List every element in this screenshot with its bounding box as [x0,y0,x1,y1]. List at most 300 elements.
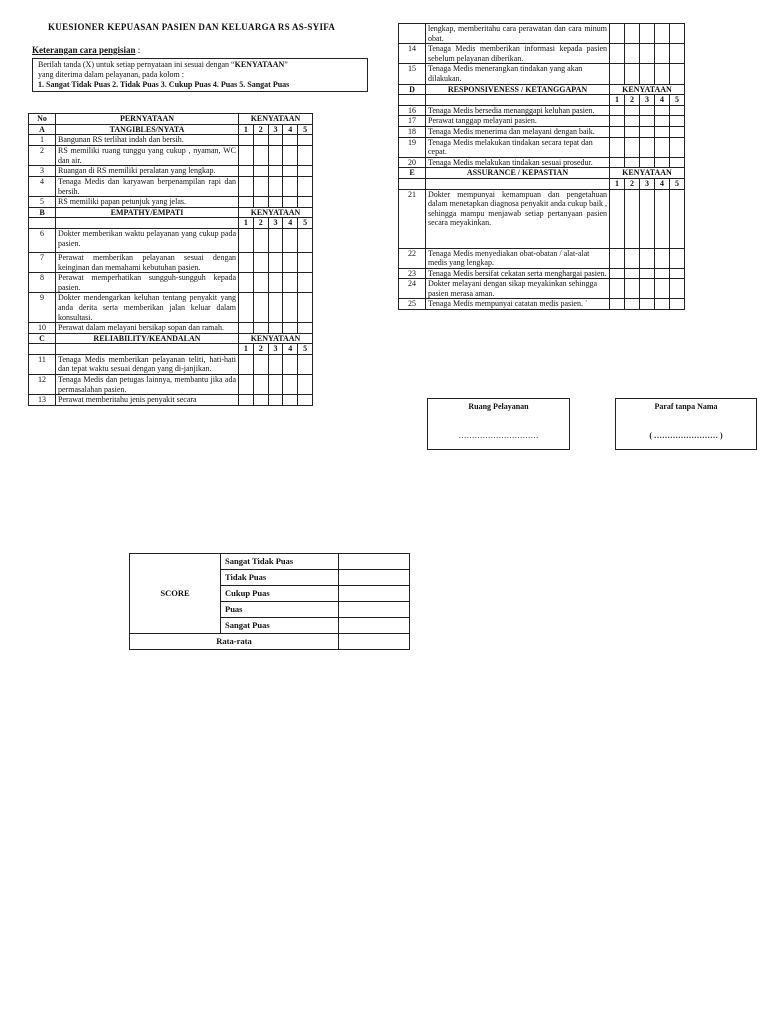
question-row [399,279,685,299]
question-text: Tenaga Medis bersedia menanggapi keluhan pasien. [426,105,610,116]
answer-cell-1[interactable] [610,137,625,157]
answer-cell-3[interactable] [640,189,655,248]
answer-cell-5[interactable] [670,157,685,168]
scale-2: 2 [625,178,640,189]
answer-cell-5[interactable] [298,354,313,374]
answer-cell-1[interactable] [610,44,625,64]
question-no: 4 [29,176,56,196]
question-text: Perawat memberikan pelayanan sesuai dengan keinginan dan memahami kebutuhan pasien. [56,252,239,272]
answer-cell-3[interactable] [640,268,655,279]
question-text: Tenaga Medis menerangkan tindakan yang akan dilakukan. [426,64,610,84]
answer-cell-2[interactable] [253,135,268,146]
instructions-line-2: yang diterima dalam pelayanan, pada kolom : [38,69,184,79]
question-text: Perawat memberitahu jenis penyakit secara [56,395,239,406]
answer-cell-2[interactable] [253,197,268,208]
question-text: Tenaga Medis bersifat cekatan serta menghargai pasien. [426,268,610,279]
empty-cell [399,178,426,189]
answer-cell-3[interactable] [640,116,655,127]
answer-cell-3[interactable] [640,105,655,116]
empty-cell [29,344,56,355]
answer-cell-2[interactable] [253,293,268,323]
answer-cell-1[interactable] [610,116,625,127]
question-no: 13 [29,395,56,406]
section-header-row [399,84,685,95]
question-no: 10 [29,323,56,334]
answer-cell-2[interactable] [625,126,640,137]
question-row [29,354,313,374]
answer-cell-3[interactable] [640,24,655,44]
answer-cell-1[interactable] [239,323,254,334]
section-title: TANGIBLES/NYATA [56,124,239,135]
header-reality: KENYATAAN [239,207,313,218]
answer-cell-4[interactable] [655,137,670,157]
answer-cell-5[interactable] [670,64,685,84]
question-row [399,126,685,137]
questionnaire-table-right [398,23,685,310]
answer-cell-1[interactable] [610,157,625,168]
answer-cell-3[interactable] [268,354,283,374]
answer-cell-1[interactable] [239,273,254,293]
answer-cell-2[interactable] [625,24,640,44]
answer-cell-1[interactable] [239,197,254,208]
question-no: 1 [29,135,56,146]
question-row [29,252,313,272]
answer-cell-5[interactable] [298,252,313,272]
answer-cell-2[interactable] [625,64,640,84]
answer-cell-5[interactable] [670,299,685,310]
answer-cell-3[interactable] [268,146,283,166]
scale-4: 4 [655,178,670,189]
answer-cell-4[interactable] [655,64,670,84]
scale-row [29,344,313,355]
answer-cell-1[interactable] [610,64,625,84]
answer-cell-4[interactable] [283,354,298,374]
scale-row [29,218,313,229]
scale-4: 4 [283,218,298,229]
question-no: 25 [399,299,426,310]
answer-cell-3[interactable] [268,375,283,395]
answer-cell-1[interactable] [610,189,625,248]
section-code: B [29,207,56,218]
answer-cell-3[interactable] [640,157,655,168]
scale-4: 4 [655,95,670,106]
question-row [29,395,313,406]
question-row [29,375,313,395]
question-text: RS memiliki papan petunjuk yang jelas. [56,197,239,208]
answer-cell-5[interactable] [298,197,313,208]
question-no: 14 [399,44,426,64]
answer-cell-3[interactable] [268,252,283,272]
questionnaire-table-left [28,113,313,406]
question-no: 23 [399,268,426,279]
service-room-box [427,398,570,450]
answer-cell-1[interactable] [610,105,625,116]
answer-cell-1[interactable] [610,299,625,310]
answer-cell-2[interactable] [625,137,640,157]
empty-cell [399,95,426,106]
answer-cell-3[interactable] [268,273,283,293]
question-text: Perawat memperhatikan sungguh-sungguh kepada pasien. [56,273,239,293]
scale-1: 1 [239,218,254,229]
score-row [130,554,410,570]
scale-2: 2 [253,218,268,229]
page-title: KUESIONER KEPUASAN PASIEN DAN KELUARGA RS AS-SYIFA [48,22,336,32]
answer-cell-1[interactable] [610,279,625,299]
instructions-scale-legend: 1. Sangat Tidak Puas 2. Tidak Puas 3. Cukup Puas 4. Puas 5. Sangat Puas [38,79,290,89]
answer-cell-3[interactable] [268,395,283,406]
instructions-keyword: KENYATAAN [234,60,285,69]
answer-cell-4[interactable] [655,126,670,137]
answer-cell-5[interactable] [670,248,685,268]
question-no: 21 [399,189,426,248]
answer-cell-1[interactable] [239,135,254,146]
question-row [29,228,313,252]
question-row [29,135,313,146]
answer-cell-3[interactable] [268,176,283,196]
answer-cell-4[interactable] [283,176,298,196]
instructions-line-1-pre: Berilah tanda (X) untuk setiap pernyataan ini sesuai dengan “ [38,60,235,69]
answer-cell-1[interactable] [239,354,254,374]
scale-5: 5 [670,178,685,189]
question-text: Tenaga Medis dan karyawan berpenampilan rapi dan bersih. [56,176,239,196]
empty-cell [426,178,610,189]
answer-cell-4[interactable] [655,279,670,299]
section-code: C [29,333,56,344]
question-text: Dokter mempunyai kemampuan dan pengetahuan dalam menetapkan diagnosa penyakit anda cukup baik , sehingga mampu menjawab setiap pertanyaan pasien secara meyakinkan. [426,189,610,248]
question-row [29,293,313,323]
scale-1: 1 [610,178,625,189]
question-no: 16 [399,105,426,116]
question-text: Tenaga Medis memberikan pelayanan teliti, hati-hati dan tepat waktu sesuai dengan yang di-janjikan. [56,354,239,374]
score-value-cell[interactable] [339,586,410,602]
answer-cell-3[interactable] [640,299,655,310]
answer-cell-4[interactable] [655,157,670,168]
answer-cell-2[interactable] [625,268,640,279]
answer-cell-4[interactable] [655,44,670,64]
question-row [399,64,685,84]
instructions-line-1 [38,60,362,70]
scale-3: 3 [268,124,283,135]
answer-cell-2[interactable] [625,157,640,168]
answer-cell-4[interactable] [283,146,298,166]
answer-cell-2[interactable] [625,299,640,310]
answer-cell-2[interactable] [625,279,640,299]
empty-cell [56,218,239,229]
answer-cell-2[interactable] [253,354,268,374]
question-no: 12 [29,375,56,395]
score-category: Sangat Puas [221,618,339,634]
answer-cell-2[interactable] [253,375,268,395]
answer-cell-3[interactable] [268,166,283,177]
score-average-row [130,634,410,650]
section-title: RELIABILITY/KEANDALAN [56,333,239,344]
answer-cell-5[interactable] [670,24,685,44]
score-category: Puas [221,602,339,618]
answer-cell-2[interactable] [625,189,640,248]
answer-cell-4[interactable] [283,375,298,395]
answer-cell-1[interactable] [610,126,625,137]
question-no: 9 [29,293,56,323]
answer-cell-1[interactable] [610,24,625,44]
question-row [29,176,313,196]
score-average-cell[interactable] [339,634,410,650]
answer-cell-1[interactable] [239,293,254,323]
empty-cell [426,95,610,106]
score-category: Tidak Puas [221,570,339,586]
question-row [29,273,313,293]
scale-3: 3 [268,218,283,229]
answer-cell-4[interactable] [283,395,298,406]
answer-cell-5[interactable] [298,176,313,196]
answer-cell-2[interactable] [253,252,268,272]
section-title: EMPATHY/EMPATI [56,207,239,218]
score-value-cell[interactable] [339,570,410,586]
answer-cell-4[interactable] [283,228,298,252]
question-text: Tenaga Medis melakukan tindakan sesuai prosedur. [426,157,610,168]
answer-cell-2[interactable] [253,146,268,166]
scale-2: 2 [253,124,268,135]
question-row [399,105,685,116]
question-text: Tenaga Medis melakukan tindakan secara tepat dan cepat. [426,137,610,157]
answer-cell-3[interactable] [268,293,283,323]
section-header-row [29,124,313,135]
answer-cell-4[interactable] [283,273,298,293]
question-no: 15 [399,64,426,84]
answer-cell-1[interactable] [239,166,254,177]
scale-2: 2 [625,95,640,106]
answer-cell-2[interactable] [253,166,268,177]
question-no: 8 [29,273,56,293]
question-text: Dokter memberikan waktu pelayanan yang cukup pada pasien. [56,228,239,252]
answer-cell-5[interactable] [670,105,685,116]
answer-cell-4[interactable] [655,248,670,268]
question-row [399,189,685,248]
question-text: Tenaga Medis menerima dan melayani dengan baik. [426,126,610,137]
answer-cell-1[interactable] [239,176,254,196]
score-label: SCORE [130,554,221,634]
answer-cell-4[interactable] [283,293,298,323]
service-room-label: Ruang Pelayanan [468,402,529,411]
answer-cell-1[interactable] [239,375,254,395]
question-no: 7 [29,252,56,272]
answer-cell-4[interactable] [655,189,670,248]
answer-cell-4[interactable] [655,116,670,127]
section-title: ASSURANCE / KEPASTIAN [426,168,610,179]
question-row [399,248,685,268]
answer-cell-5[interactable] [670,44,685,64]
question-row [29,166,313,177]
question-text: Perawat tanggap melayani pasien. [426,116,610,127]
scale-1: 1 [239,344,254,355]
answer-cell-5[interactable] [670,137,685,157]
answer-cell-3[interactable] [640,126,655,137]
answer-cell-3[interactable] [640,279,655,299]
question-no: 17 [399,116,426,127]
answer-cell-2[interactable] [253,273,268,293]
empty-cell [56,344,239,355]
header-no: No [29,114,56,125]
section-header-row [29,207,313,218]
question-no: 2 [29,146,56,166]
answer-cell-5[interactable] [670,116,685,127]
score-value-cell[interactable] [339,618,410,634]
scale-5: 5 [298,344,313,355]
question-text: Tenaga Medis memberikan informasi kepada pasien sebelum pelayanan diberikan. [426,44,610,64]
question-text: Dokter melayani dengan sikap meyakinkan sehingga pasien merasa aman. [426,279,610,299]
question-text: Tenaga Medis menyediakan obat-obatan / alat-alat medis yang lengkap. [426,248,610,268]
question-row [29,197,313,208]
question-row [399,299,685,310]
answer-cell-5[interactable] [298,395,313,406]
section-code: E [399,168,426,179]
question-text: Tenaga Medis dan petugas lainnya, membantu jika ada permasalahan pasien. [56,375,239,395]
answer-cell-2[interactable] [625,44,640,64]
question-row [399,137,685,157]
scale-5: 5 [670,95,685,106]
table-header-row [29,114,313,125]
question-text: Bangunan RS terlihat indah dan bersih. [56,135,239,146]
answer-cell-1[interactable] [239,146,254,166]
empty-cell [29,218,56,229]
answer-cell-4[interactable] [283,166,298,177]
answer-cell-5[interactable] [670,268,685,279]
answer-cell-4[interactable] [283,323,298,334]
answer-cell-3[interactable] [268,228,283,252]
question-no: 24 [399,279,426,299]
answer-cell-4[interactable] [283,197,298,208]
scale-1: 1 [239,124,254,135]
instructions-line-1-post: ” [284,60,288,69]
question-no: 20 [399,157,426,168]
question-row [399,157,685,168]
signature-field[interactable]: ( …………………… ) [649,431,723,440]
section-code: A [29,124,56,135]
signature-label: Paraf tanpa Nama [654,402,718,411]
answer-cell-2[interactable] [625,105,640,116]
header-reality: KENYATAAN [610,84,685,95]
answer-cell-5[interactable] [298,273,313,293]
scale-4: 4 [283,124,298,135]
answer-cell-3[interactable] [640,64,655,84]
answer-cell-3[interactable] [268,135,283,146]
answer-cell-5[interactable] [298,375,313,395]
instructions-box [32,58,368,92]
instructions-heading-suffix: : [135,45,141,55]
answer-cell-5[interactable] [298,146,313,166]
answer-cell-4[interactable] [655,299,670,310]
answer-cell-4[interactable] [283,135,298,146]
question-text: Perawat dalam melayani bersikap sopan dan ramah. [56,323,239,334]
answer-cell-5[interactable] [298,293,313,323]
section-header-row [399,168,685,179]
answer-cell-2[interactable] [253,176,268,196]
question-no: 3 [29,166,56,177]
answer-cell-2[interactable] [625,116,640,127]
question-text: Ruangan di RS memiliki peralatan yang lengkap. [56,166,239,177]
answer-cell-1[interactable] [610,248,625,268]
answer-cell-3[interactable] [640,248,655,268]
instructions-heading [32,45,140,55]
answer-cell-3[interactable] [268,197,283,208]
answer-cell-2[interactable] [253,395,268,406]
question-text: lengkap, memberitahu cara perawatan dan cara minum obat. [426,24,610,44]
scale-2: 2 [253,344,268,355]
empty-cell [399,24,426,44]
answer-cell-4[interactable] [283,252,298,272]
answer-cell-5[interactable] [670,279,685,299]
header-reality: KENYATAAN [239,114,313,125]
question-text: Tenaga Medis mempunyai catatan medis pasien. ` [426,299,610,310]
score-category: Cukup Puas [221,586,339,602]
question-no: 18 [399,126,426,137]
question-row [399,116,685,127]
answer-cell-1[interactable] [239,395,254,406]
scale-1: 1 [610,95,625,106]
question-row [29,146,313,166]
header-statement: PERNYATAAN [56,114,239,125]
answer-cell-5[interactable] [298,166,313,177]
scale-row [399,178,685,189]
answer-cell-5[interactable] [298,323,313,334]
scale-4: 4 [283,344,298,355]
score-table [129,553,410,650]
answer-cell-2[interactable] [625,248,640,268]
question-no: 22 [399,248,426,268]
question-row [29,323,313,334]
answer-cell-3[interactable] [640,44,655,64]
score-value-cell[interactable] [339,602,410,618]
question-row-continued [399,24,685,44]
scale-3: 3 [640,178,655,189]
section-title: RESPONSIVENESS / KETANGGAPAN [426,84,610,95]
answer-cell-5[interactable] [670,189,685,248]
signature-box [615,398,757,450]
question-no: 6 [29,228,56,252]
score-category: Sangat Tidak Puas [221,554,339,570]
answer-cell-5[interactable] [670,126,685,137]
answer-cell-2[interactable] [253,228,268,252]
answer-cell-5[interactable] [298,228,313,252]
question-row [399,268,685,279]
answer-cell-2[interactable] [253,323,268,334]
answer-cell-1[interactable] [239,228,254,252]
header-reality: KENYATAAN [239,333,313,344]
section-code: D [399,84,426,95]
answer-cell-4[interactable] [655,268,670,279]
question-row [399,44,685,64]
section-header-row [29,333,313,344]
question-text: Dokter mendengarkan keluhan tentang penyakit yang anda derita serta memberikan jalan keluar dalam konsultasi. [56,293,239,323]
scale-3: 3 [640,95,655,106]
service-room-field[interactable]: ………………………… [458,431,539,440]
answer-cell-4[interactable] [655,105,670,116]
score-average-label: Rata-rata [130,634,339,650]
answer-cell-5[interactable] [298,135,313,146]
scale-5: 5 [298,218,313,229]
answer-cell-3[interactable] [268,323,283,334]
scale-row [399,95,685,106]
question-no: 5 [29,197,56,208]
header-reality: KENYATAAN [610,168,685,179]
answer-cell-1[interactable] [239,252,254,272]
answer-cell-1[interactable] [610,268,625,279]
instructions-heading-text: Keterangan cara pengisian [32,45,136,55]
answer-cell-4[interactable] [655,24,670,44]
score-value-cell[interactable] [339,554,410,570]
answer-cell-3[interactable] [640,137,655,157]
question-no: 11 [29,354,56,374]
scale-3: 3 [268,344,283,355]
